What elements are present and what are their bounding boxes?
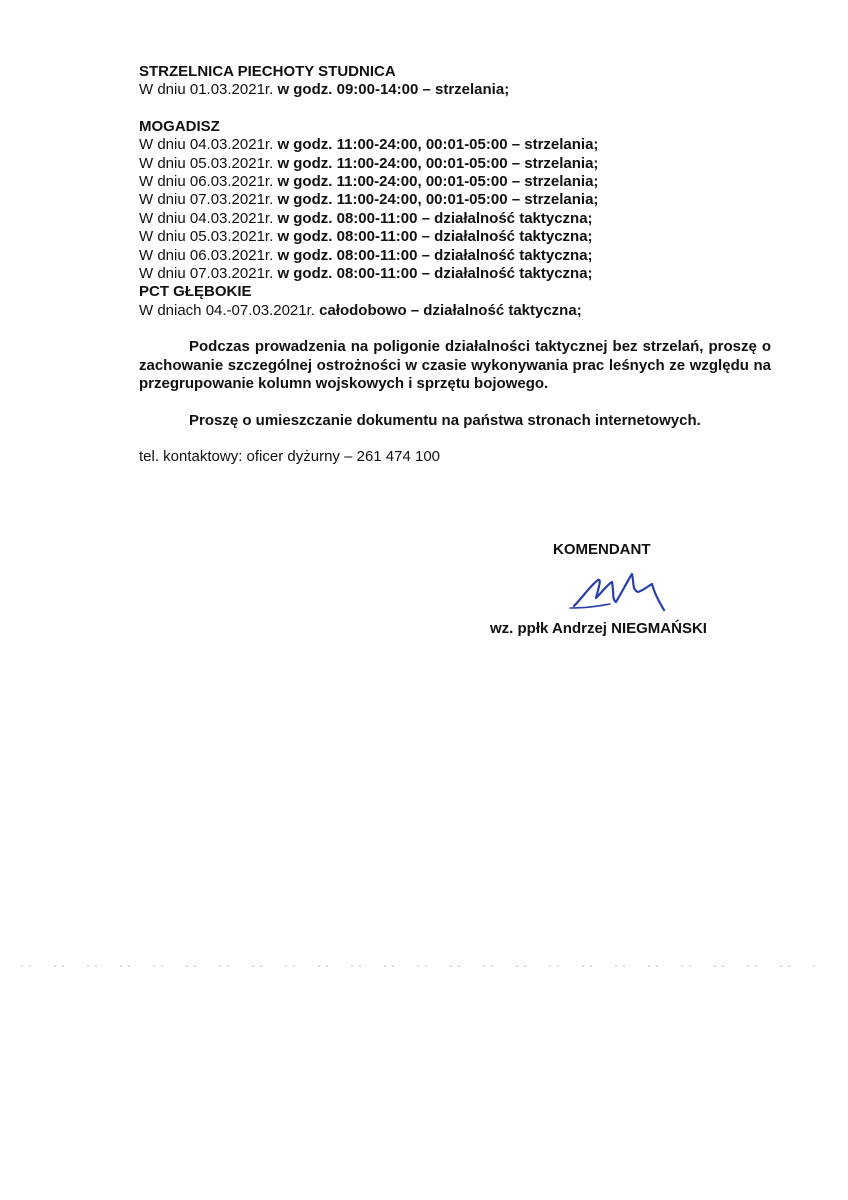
schedule-line xyxy=(139,265,771,283)
schedule-date: W dniu 04.03.2021r. xyxy=(139,209,278,227)
schedule-line xyxy=(139,155,771,173)
section-title-glebokie: PCT GŁĘBOKIE xyxy=(139,283,252,301)
schedule-hours: w godz. 11:00-24:00, 00:01-05:00 – strzelania; xyxy=(277,191,599,209)
schedule-hours: w godz. 08:00-11:00 – działalność taktyczna; xyxy=(277,228,593,246)
section-title-studnica: STRZELNICA PIECHOTY STUDNICA xyxy=(139,63,396,80)
schedule-hours: w godz. 11:00-24:00, 00:01-05:00 – strzelania; xyxy=(277,173,599,191)
publication-request: Proszę o umieszczanie dokumentu na państwa stronach internetowych. xyxy=(189,411,701,429)
schedule-line xyxy=(139,173,771,191)
schedule-line xyxy=(139,210,771,228)
signer-name: wz. ppłk Andrzej NIEGMAŃSKI xyxy=(490,620,707,637)
scan-artifact-dots xyxy=(0,964,848,968)
schedule-hours: w godz. 11:00-24:00, 00:01-05:00 – strzelania; xyxy=(277,154,599,172)
schedule-date: W dniu 04.03.2021r. xyxy=(139,136,278,154)
schedule-line xyxy=(139,302,771,320)
schedule-hours: w godz. 08:00-11:00 – działalność taktyczna; xyxy=(277,209,593,227)
schedule-date: W dniu 07.03.2021r. xyxy=(139,191,278,209)
document-body xyxy=(139,63,771,466)
schedule-hours: w godz. 08:00-11:00 – działalność taktyczna; xyxy=(277,246,593,264)
schedule-date: W dniu 05.03.2021r. xyxy=(139,154,278,172)
schedule-hours: w godz. 08:00-11:00 – działalność taktyczna; xyxy=(277,265,593,283)
schedule-date: W dniu 07.03.2021r. xyxy=(139,265,278,283)
schedule-line xyxy=(139,191,771,209)
schedule-date: W dniach 04.-07.03.2021r. xyxy=(139,301,320,319)
safety-notice: Podczas prowadzenia na poligonie działalności taktycznej bez strzelań, proszę o zachowanie szczególnej ostrożności w czasie wykonywania prac leśnych ze względu na przegrupowanie kolumn wojskowych i sprzętu bojowego. xyxy=(139,338,771,393)
schedule-date: W dniu 01.03.2021r. xyxy=(139,81,278,99)
schedule-line xyxy=(139,247,771,265)
contact-line: tel. kontaktowy: oficer dyżurny – 261 474 100 xyxy=(139,447,441,465)
schedule-date: W dniu 05.03.2021r. xyxy=(139,228,278,246)
schedule-line xyxy=(139,136,771,154)
handwritten-signature xyxy=(568,568,678,614)
schedule-date: W dniu 06.03.2021r. xyxy=(139,173,278,191)
schedule-hours: w godz. 11:00-24:00, 00:01-05:00 – strzelania; xyxy=(277,136,599,154)
schedule-line xyxy=(139,81,771,99)
schedule-line xyxy=(139,228,771,246)
section-title-mogadisz: MOGADISZ xyxy=(139,117,220,135)
schedule-hours: w godz. 09:00-14:00 – strzelania; xyxy=(277,81,510,99)
schedule-date: W dniu 06.03.2021r. xyxy=(139,246,278,264)
schedule-hours: całodobowo – działalność taktyczna; xyxy=(319,301,582,319)
signature-role: KOMENDANT xyxy=(553,541,651,558)
